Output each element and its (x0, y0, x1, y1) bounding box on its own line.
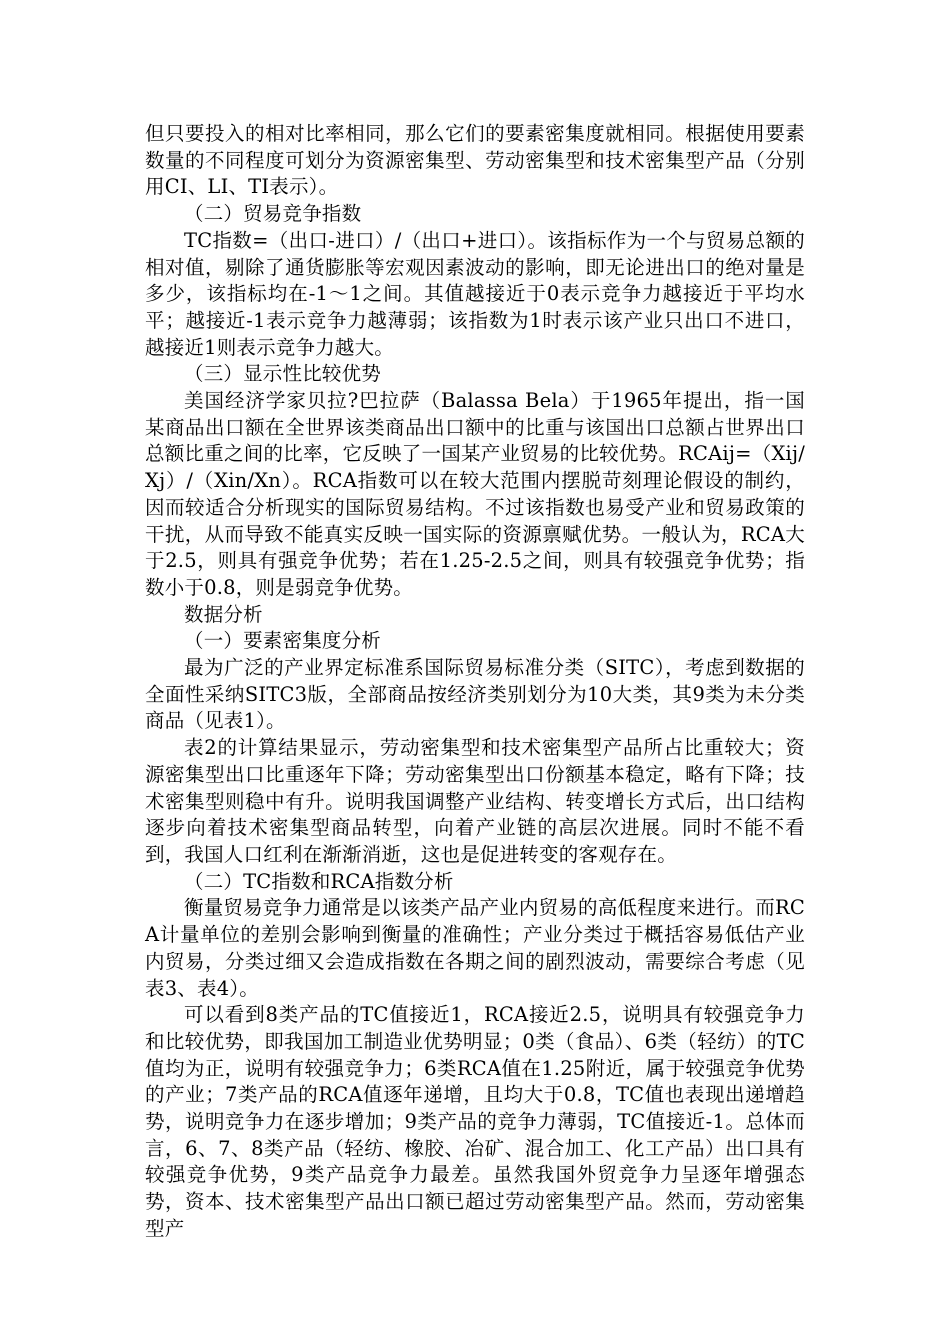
paragraph-rca-definition: 美国经济学家贝拉?巴拉萨（Balassa Bela）于1965年提出，指一国某商品出口额在全世界该类商品出口额中的比重与该国出口总额占世界出口总额比重之间的比率，它反映了一国某产业贸易的比较优势。RCAij=（Xij/Xj）/（Xin/Xn）。RCA指数可以在较大范围内摆脱苛刻理论假设的制约，因而较适合分析现实的国际贸易结构。不过该指数也易受产业和贸易政策的干扰，从而导致不能真实反映一国实际的资源禀赋优势。一般认为，RCA大于2.5，则具有强竞争优势；若在1.25-2.5之间，则具有较强竞争优势；指数小于0.8，则是弱竞争优势。 (145, 389, 805, 599)
paragraph-category-results: 可以看到8类产品的TC值接近1，RCA接近2.5，说明具有较强竞争力和比较优势，即我国加工制造业优势明显；0类（食品）、6类（轻纺）的TC值均为正，说明有较强竞争力；6类RCA值在1.25附近，属于较强竞争优势的产业；7类产品的RCA值逐年递增，且均大于0.8，TC值也表现出递增趋势，说明竞争力在逐步增加；9类产品的竞争力薄弱，TC值接近-1。总体而言，6、7、8类产品（轻纺、橡胶、冶矿、混合加工、化工产品）出口具有较强竞争优势，9类产品竞争力最差。虽然我国外贸竞争力呈逐年增强态势，资本、技术密集型产品出口额已超过劳动密集型产品。然而，劳动密集型产 (145, 1003, 805, 1240)
document-page (145, 121, 805, 1243)
heading-trade-competition-index: （二）贸易竞争指数 (184, 202, 362, 226)
heading-factor-intensity-analysis: （一）要素密集度分析 (184, 629, 382, 653)
heading-tc-rca-analysis: （二）TC指数和RCA指数分析 (184, 869, 454, 893)
paragraph-table2-results: 表2的计算结果显示，劳动密集型和技术密集型产品所占比重较大；资源密集型出口比重逐年下降；劳动密集型出口份额基本稳定，略有下降；技术密集型则稳中有升。说明我国调整产业结构、转变增长方式后，出口结构逐步向着技术密集型商品转型，向着产业链的高层次进展。同时不能不看到，我国人口红利在渐渐消逝，这也是促进转变的客观存在。 (145, 736, 805, 866)
heading-data-analysis: 数据分析 (184, 602, 263, 626)
paragraph-factor-intensity-intro: 但只要投入的相对比率相同，那么它们的要素密集度就相同。根据使用要素数量的不同程度可划分为资源密集型、劳动密集型和技术密集型产品（分别用CI、LI、TI表示）。 (145, 122, 805, 199)
paragraph-sitc-classification: 最为广泛的产业界定标准系国际贸易标准分类（SITC），考虑到数据的全面性采纳SITC3版，全部商品按经济类别划分为10大类，其9类为未分类商品（见表1）。 (145, 656, 805, 733)
paragraph-tc-index: TC指数=（出口-进口）/（出口+进口）。该指标作为一个与贸易总额的相对值，剔除了通货膨胀等宏观因素波动的影响，即无论进出口的绝对量是多少，该指标均在-1～1之间。其值越接近于0表示竞争力越接近于平均水平；越接近-1表示竞争力越薄弱；该指数为1时表示该产业只出口不进口，越接近1则表示竞争力越大。 (145, 228, 805, 359)
heading-revealed-comparative-advantage: （三）显示性比较优势 (184, 362, 382, 386)
paragraph-measuring-competitiveness: 衡量贸易竞争力通常是以该类产品产业内贸易的高低程度来进行。而RCA计量单位的差别会影响到衡量的准确性；产业分类过于概括容易低估产业内贸易，分类过细又会造成指数在各期之间的剧烈波动，需要综合考虑（见表3、表4）。 (145, 896, 806, 1000)
